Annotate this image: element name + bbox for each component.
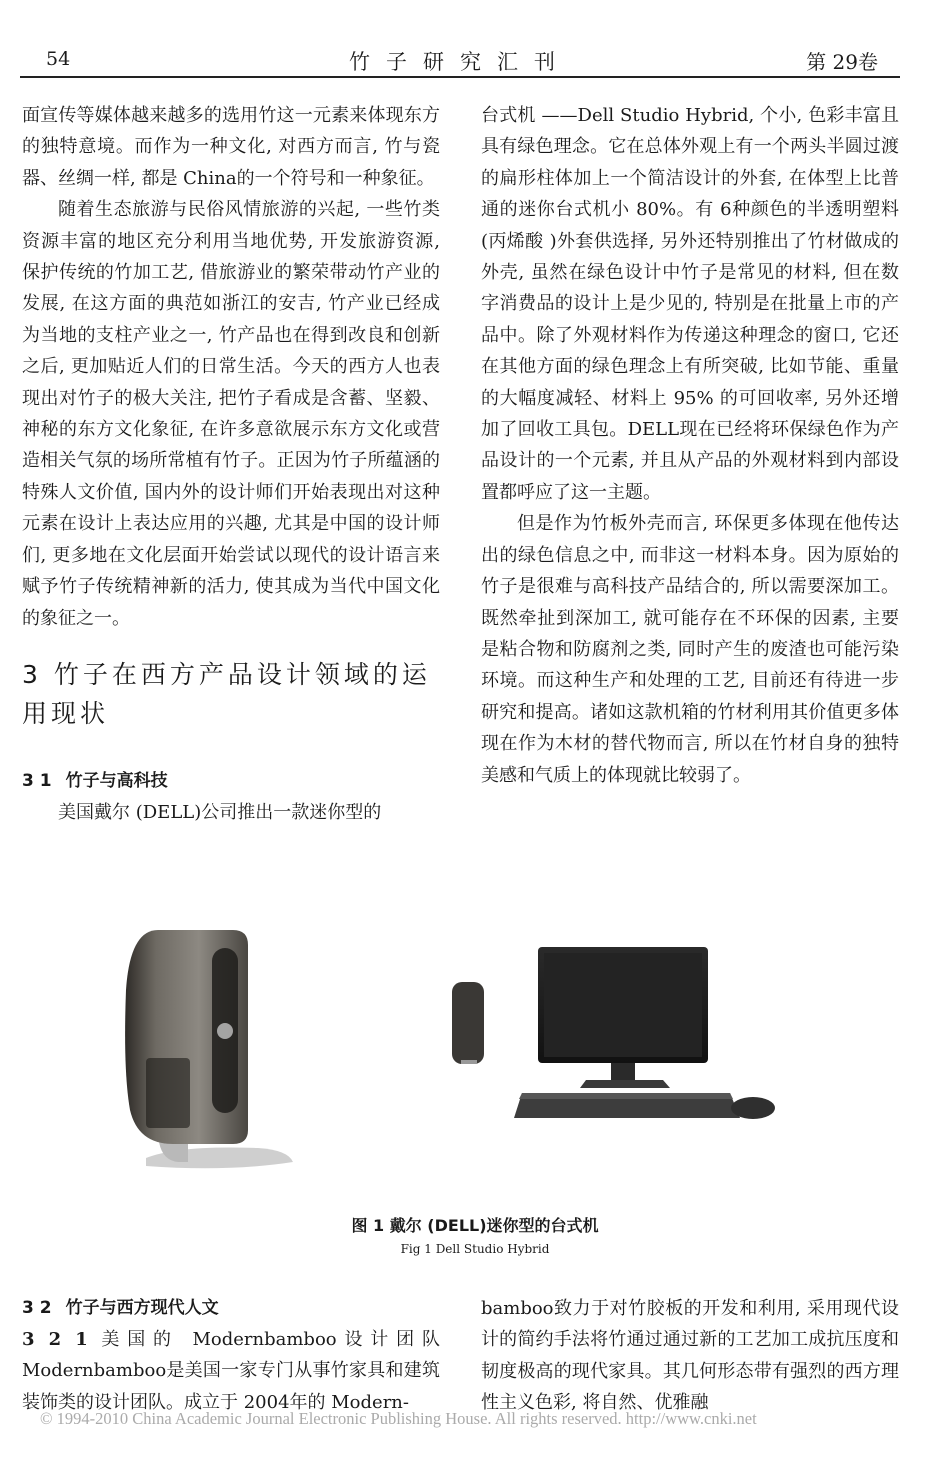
paragraph: 但是作为竹板外壳而言, 环保更多体现在他传达出的绿色信息之中, 而非这一材料本身。因为原始的竹子是很难与高科技产品结合的, 所以需要深加工。既然牵扯到深加工, 就可能存在不环保的因素, 主要是粘合物和防腐剂之类, 同时产生的废渣也可能污染环境。而这种生产和处理的工艺, 目前还有待进一步研究和提高。诸如这款机箱的竹材利用其价值更多体现在作为木材的替代物而言, 所以在竹材自身的独特美感和气质上的体现就比较弱了。 — [481, 513, 899, 786]
sub-subsection-title: 美国的 Modernbamboo设计团队 — [101, 1329, 440, 1350]
subsection-title: 竹子与高科技 — [65, 770, 168, 791]
figure-caption-cn: 图 1 戴尔 (DELL)迷你型的台式机 — [351, 1216, 599, 1235]
paragraph: 美国戴尔 (DELL)公司推出一款迷你型的 — [58, 801, 382, 823]
paragraph: 面宣传等媒体越来越多的选用竹这一元素来体现东方的独特意境。而作为一种文化, 对西方而言, 竹与瓷器、丝绸一样, 都是 China的一个符号和一种象征。 — [22, 105, 440, 189]
figure-caption-en: Fig 1 Dell Studio Hybrid — [400, 1242, 550, 1256]
lower-right-column — [481, 1293, 899, 1419]
desktop-setup — [452, 947, 775, 1119]
subsection-title: 竹子与西方现代人文 — [65, 1298, 219, 1318]
volume-label: 第 29卷 — [806, 50, 878, 74]
left-column — [22, 100, 440, 828]
running-header — [20, 40, 900, 78]
journal-title: 竹子研究汇刊 — [349, 50, 571, 74]
copyright-footer: © 1994-2010 China Academic Journal Electronic Publishing House. All rights reserved. http://www.cnki.net — [40, 1409, 757, 1428]
paragraph: 随着生态旅游与民俗风情旅游的兴起, 一些竹类资源丰富的地区充分利用当地优势, 开发旅游资源, 保护传统的竹加工艺, 借旅游业的繁荣带动竹产业的发展, 在这方面的典范如浙江的安吉, 竹产业已经成为当地的支柱产业之一, 竹产品也在得到改良和创新之后, 更加贴近人们的日常生活。今天的西方人也表现出对竹子的极大关注, 把竹子看成是含蓄、坚毅、神秘的东方文化象征, 在许多意欲展示东方文化或营造相关气氛的场所常植有竹子。正因为竹子所蕴涵的特殊人文价值, 国内外的设计师们开始表现出对这种元素在设计上表达应用的兴趣, 尤其是中国的设计师们, 更多地在文化层面开始尝试以现代的设计语言来赋予竹子传统精神新的活力, 使其成为当代中国文化的象征之一。 — [22, 199, 440, 629]
lower-left-column — [22, 1293, 440, 1418]
subsection-number: 3 2 — [22, 1298, 52, 1318]
paragraph: 台式机 ——Dell Studio Hybrid, 个小, 色彩丰富且具有绿色理念。它在总体外观上有一个两头半圆过渡的扁形柱体加上一个简洁设计的外套, 在体型上比普通的迷你台式机小 80%。有 6种颜色的半透明塑料 (丙烯酸 )外套供选择, 另外还特别推出了竹材做成的外壳, 虽然在绿色设计中竹子是常见的材料, 但在数字消费品的设计上是少见的, 特别是在批量上市的产品中。除了外观材料作为传递这种理念的窗口, 它还在其他方面的绿色理念上有所突破, 比如节能、重量的大幅度减轻、材料上 95% 的可回收率, 另外还增加了回收工具包。DELL现在已经将环保绿色作为产品设计的一个元素, 并且从产品的外观材料到内部设置都呼应了这一主题。 — [481, 105, 899, 503]
tower-closeup — [125, 930, 293, 1168]
sub-subsection-number: 3 2 1 — [22, 1329, 88, 1350]
figure-dell-studio-hybrid — [118, 930, 818, 1180]
paragraph: bamboo致力于对竹胶板的开发和利用, 采用现代设计的简约手法将竹通过通过新的工艺加工成抗压度和韧度极高的现代家具。其几何形态带有强烈的西方理性主义色彩, 将自然、优雅融 — [481, 1298, 899, 1414]
paragraph-text: Modernbamboo是美国一家专门从事竹家具和建筑装饰类的设计团队。成立于 2004年的 Modern- — [22, 1360, 440, 1413]
paragraph — [22, 1324, 440, 1418]
right-column — [481, 100, 899, 791]
subsection-heading — [22, 766, 440, 797]
subsection-number: 3 1 — [22, 770, 52, 791]
page-number: 54 — [46, 48, 71, 70]
section-heading: 3 竹子在西方产品设计领域的运用现状 — [22, 659, 431, 728]
subsection-heading — [22, 1293, 440, 1324]
figure-photo — [118, 930, 818, 1180]
